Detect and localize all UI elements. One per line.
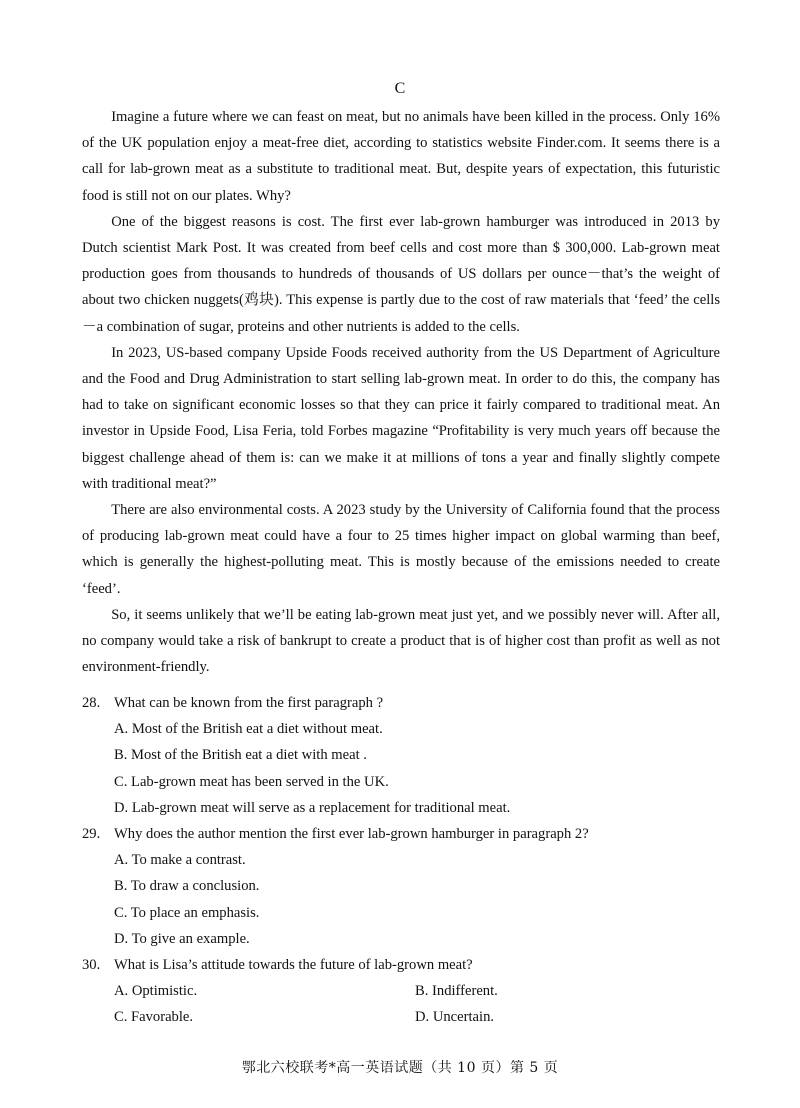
question-stem	[82, 952, 722, 978]
question-list	[82, 690, 722, 1031]
option-c: C. Lab-grown meat has been served in the UK.	[114, 773, 389, 790]
option-b: B. Most of the British eat a diet with meat .	[114, 747, 367, 764]
reading-passage	[82, 104, 720, 680]
section-heading: C	[394, 80, 406, 97]
question-number: 30.	[82, 957, 101, 974]
option-b: B. Indifferent.	[415, 983, 498, 1000]
option-a: A. Most of the British eat a diet without meat.	[114, 721, 383, 738]
option-row	[82, 1004, 722, 1030]
question-28	[82, 690, 722, 821]
question-stem	[82, 690, 722, 716]
paragraph-4: There are also environmental costs. A 2023 study by the University of California found that the process of producing lab-grown meat could have a four to 25 times higher impact on global warming than beef, which is generally the highest-polluting meat. This is mostly because of the emissions needed to create ‘feed’.	[82, 502, 720, 597]
question-29	[82, 821, 722, 952]
paragraph-3: In 2023, US-based company Upside Foods received authority from the US Department of Agriculture and the Food and Drug Administration to start selling lab-grown meat. In order to do this, the company has had to take on significant economic losses so that they can price it fairly compared to traditional meat. An investor in Upside Food, Lisa Feria, told Forbes magazine “Profitability is very much years off because the biggest challenge ahead of them is: can we make it at millions of tons a year and finally slightly compete with traditional meat?”	[82, 344, 720, 492]
option-a: A. To make a contrast.	[114, 852, 246, 869]
option-d: D. Uncertain.	[415, 1009, 495, 1026]
question-text: What can be known from the first paragraph ?	[114, 695, 384, 711]
paragraph-2: One of the biggest reasons is cost. The first ever lab-grown hamburger was introduced in 2013 by Dutch scientist Mark Post. It was created from beef cells and cost more than $ 300,000. Lab-grown meat production goes from thousands to hundreds of thousands of US dollars per ounce－that’s the weight of about two chicken nuggets(鸡块). This expense is partly due to the cost of raw materials that ‘feed’ the cells－a combination of sugar, proteins and other nutrients is added to the cells.	[82, 213, 720, 335]
question-text: What is Lisa’s attitude towards the future of lab-grown meat?	[114, 957, 473, 974]
question-stem	[82, 821, 722, 847]
option-b: B. To draw a conclusion.	[114, 878, 260, 895]
page-footer: 鄂北六校联考*高一英语试题（共 10 页）第 5 页	[241, 1060, 559, 1076]
paragraph-5: So, it seems unlikely that we’ll be eating lab-grown meat just yet, and we possibly never will. After all, no company would take a risk of bankrupt to create a product that is of higher cost than profit as well as not environment-friendly.	[82, 606, 720, 676]
question-30	[82, 952, 722, 1031]
option-d: D. To give an example.	[114, 930, 250, 947]
question-number: 29.	[82, 826, 101, 843]
question-number: 28.	[82, 695, 101, 711]
question-text: Why does the author mention the first ever lab-grown hamburger in paragraph 2?	[114, 826, 589, 843]
option-c: C. Favorable.	[114, 1009, 194, 1026]
option-row	[82, 978, 722, 1004]
option-c: C. To place an emphasis.	[114, 904, 260, 921]
option-a: A. Optimistic.	[114, 983, 198, 1000]
option-d: D. Lab-grown meat will serve as a replacement for traditional meat.	[114, 799, 511, 816]
paragraph-1: Imagine a future where we can feast on meat, but no animals have been killed in the process. Only 16% of the UK population enjoy a meat-free diet, according to statistics website Finder.com. It seems there is a call for lab-grown meat as a substitute to traditional meat. But, despite years of expectation, this futuristic food is still not on our plates. Why?	[82, 109, 720, 204]
